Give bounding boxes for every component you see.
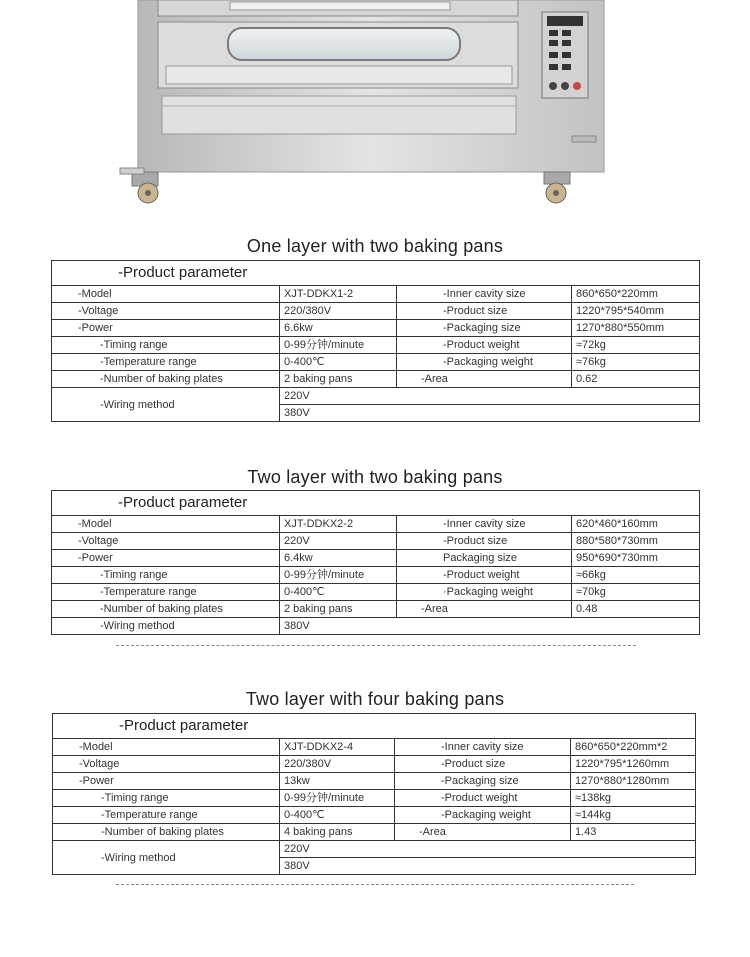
table-row [53,807,696,824]
value-cell: XJT-DDKX1-2 [280,286,397,303]
value-cell: 6.6kw [280,320,397,337]
table-row [52,388,700,405]
label-cell: -Power [52,550,280,567]
table-row [52,371,700,388]
caster-right [544,172,570,184]
table-row [52,618,700,635]
label-cell: ·Packaging weight [397,584,572,601]
label-cell: -Power [53,773,280,790]
label-cell: -Timing range [53,790,280,807]
table-row [53,773,696,790]
dashed-divider [116,645,636,646]
table-row [52,516,700,533]
table-row [52,320,700,337]
label-cell: -Temperature range [52,584,280,601]
label-cell: -Area [397,371,572,388]
table-header: -Product parameter [52,491,700,516]
wiring-value-cell: 220V [280,841,696,858]
spec-table-3 [52,713,696,875]
value-cell: 6.4kw [280,550,397,567]
value-cell: 13kw [280,773,395,790]
oven-window [228,28,460,60]
label-cell: -Model [53,739,280,756]
value-cell: 220/380V [280,303,397,320]
label-cell: -Inner cavity size [395,739,571,756]
label-cell: -Model [52,516,280,533]
wiring-label-cell: -Wiring method [53,841,280,875]
label-cell: -Product weight [395,790,571,807]
label-cell: -Inner cavity size [397,516,572,533]
spec-table-2 [51,490,700,635]
label-cell: -Inner cavity size [397,286,572,303]
table-row [52,567,700,584]
table-row [53,841,696,858]
label-cell: -Temperature range [52,354,280,371]
oven-upper-handle [230,2,450,10]
wiring-label-cell: -Wiring method [52,388,280,422]
oven-base-panel [162,96,516,134]
table-row [52,303,700,320]
label-cell: Packaging size [397,550,572,567]
value-cell: 1270*880*1280mm [571,773,696,790]
value-cell: 0-400℃ [280,584,397,601]
table-row [53,739,696,756]
value-cell: ≈138kg [571,790,696,807]
dashed-divider [116,884,634,885]
label-cell: -Packaging weight [397,354,572,371]
value-cell: 220V [280,533,397,550]
table-row [52,533,700,550]
value-cell: 0-99分钟/minute [280,567,397,584]
value-cell: 0-99分钟/minute [280,790,395,807]
label-cell: -Timing range [52,567,280,584]
table-row [53,790,696,807]
table-header-row [52,491,700,516]
value-cell: 1220*795*1260mm [571,756,696,773]
value-cell: 4 baking pans [280,824,395,841]
label-cell: -Model [52,286,280,303]
label-cell: -Packaging size [397,320,572,337]
table-header: -Product parameter [53,714,696,739]
label-cell: -Timing range [52,337,280,354]
value-cell: 0-99分钟/minute [280,337,397,354]
value-cell: 1220*795*540mm [572,303,700,320]
table-row [52,550,700,567]
label-cell: -Voltage [52,303,280,320]
value-cell: 950*690*730mm [572,550,700,567]
label-cell: -Number of baking plates [53,824,280,841]
table-row [52,354,700,371]
table-row [52,601,700,618]
spec-table-1 [51,260,700,422]
label-cell: -Temperature range [53,807,280,824]
label-cell: -Product size [397,303,572,320]
oven-product-image [0,0,750,215]
value-cell: ≈70kg [572,584,700,601]
value-cell: 620*460*160mm [572,516,700,533]
value-cell: 2 baking pans [280,371,397,388]
label-cell: -Product size [395,756,571,773]
section-1-title: One layer with two baking pans [246,236,504,256]
wiring-label-cell: -Wiring method [52,618,280,635]
table-header-row [53,714,696,739]
table-row [52,584,700,601]
value-cell: 860*650*220mm*2 [571,739,696,756]
value-cell: ≈76kg [572,354,700,371]
value-cell: 0.48 [572,601,700,618]
value-cell: ≈144kg [571,807,696,824]
table-row [53,756,696,773]
label-cell: -Product size [397,533,572,550]
value-cell: 0.62 [572,371,700,388]
value-cell: XJT-DDKX2-2 [280,516,397,533]
label-cell: -Power [52,320,280,337]
table-header-row [52,261,700,286]
value-cell: 1270*880*550mm [572,320,700,337]
label-cell: -Area [397,601,572,618]
value-cell: 1.43 [571,824,696,841]
label-cell: -Packaging weight [395,807,571,824]
value-cell: 2 baking pans [280,601,397,618]
table-header: -Product parameter [52,261,700,286]
label-cell: -Voltage [53,756,280,773]
table-row [53,824,696,841]
value-cell: 0-400℃ [280,807,395,824]
value-cell: 0-400℃ [280,354,397,371]
label-cell: -Number of baking plates [52,371,280,388]
wiring-value-cell: 380V [280,405,700,422]
label-cell: -Number of baking plates [52,601,280,618]
label-cell: -Packaging size [395,773,571,790]
table-row [52,286,700,303]
label-cell: -Product weight [397,337,572,354]
wiring-value-cell: 220V [280,388,700,405]
wiring-value-cell: 380V [280,618,700,635]
wiring-value-cell: 380V [280,858,696,875]
value-cell: ≈66kg [572,567,700,584]
section-2-title: Two layer with two baking pans [247,467,503,487]
value-cell: ≈72kg [572,337,700,354]
value-cell: XJT-DDKX2-4 [280,739,395,756]
oven-lower-handle [166,66,512,84]
value-cell: 880*580*730mm [572,533,700,550]
label-cell: -Voltage [52,533,280,550]
section-3-title: Two layer with four baking pans [245,689,505,709]
label-cell: -Area [395,824,571,841]
label-cell: -Product weight [397,567,572,584]
value-cell: 860*650*220mm [572,286,700,303]
value-cell: 220/380V [280,756,395,773]
table-row [52,337,700,354]
